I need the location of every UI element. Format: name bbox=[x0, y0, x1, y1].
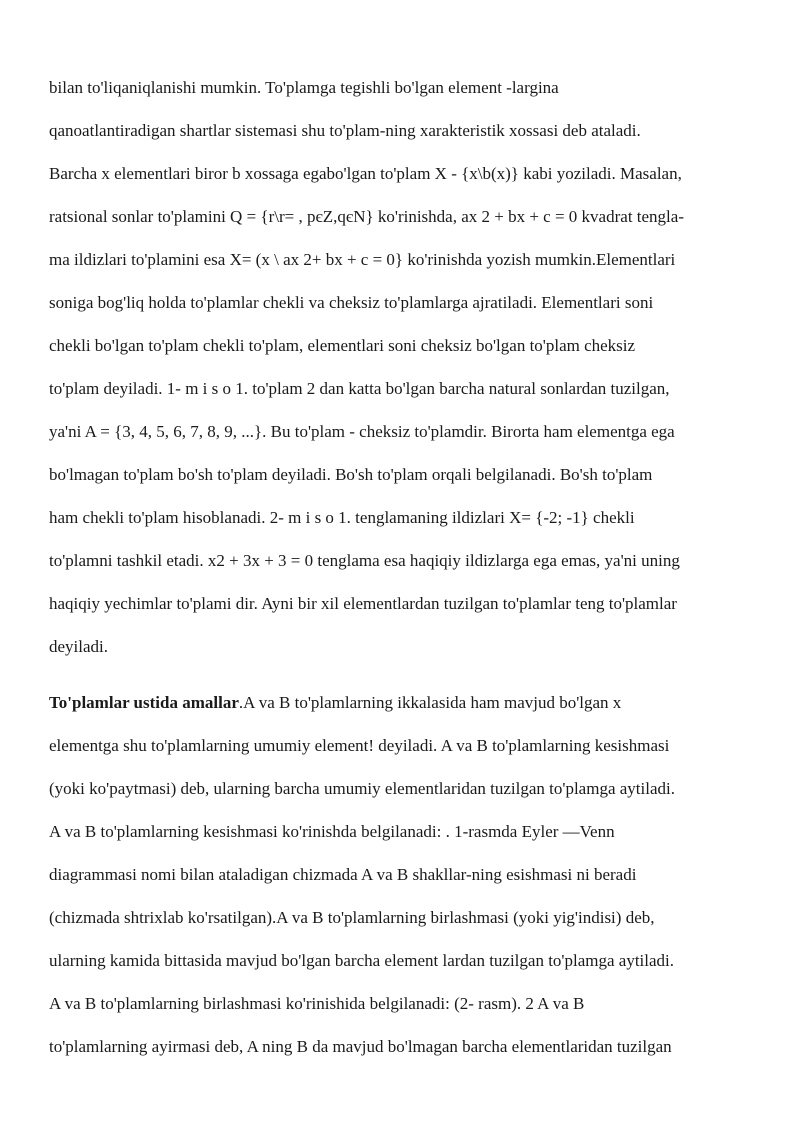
text-line: Barcha x elementlari biror b xossaga egabo'lgan to'plam X - {x\b(x)} kabi yoziladi. Masalan, bbox=[49, 164, 682, 183]
text-line: deyiladi. bbox=[49, 637, 109, 656]
text-line bbox=[49, 693, 621, 713]
text-line: (yoki ko'paytmasi) deb, ularning barcha umumiy elementlaridan tuzilgan to'plamga aytiladi. bbox=[49, 779, 675, 798]
text-line: diagrammasi nomi bilan ataladigan chizmada A va B shakllar-ning esishmasi ni beradi bbox=[49, 865, 637, 884]
text-line: A va B to'plamlarning kesishmasi ko'rinishda belgilanadi: . 1-rasmda Eyler —Venn bbox=[49, 822, 615, 841]
text-line: qanoatlantiradigan shartlar sistemasi shu to'plam-ning xarakteristik xossasi deb ataladi. bbox=[49, 121, 641, 140]
text-line: soniga bog'liq holda to'plamlar chekli va cheksiz to'plamlarga ajratiladi. Elementlari soni bbox=[49, 293, 654, 312]
text-line: to'plamni tashkil etadi. x2 + 3x + 3 = 0 tenglama esa haqiqiy ildizlarga ega emas, ya'ni uning bbox=[49, 551, 680, 570]
heading-line-rest: .A va B to'plamlarning ikkalasida ham mavjud bo'lgan x bbox=[238, 693, 622, 712]
text-line: to'plamlarning ayirmasi deb, A ning B da mavjud bo'lmagan barcha elementlaridan tuzilgan bbox=[49, 1037, 672, 1056]
text-line: to'plam deyiladi. 1- m i s o 1. to'plam 2 dan katta bo'lgan barcha natural sonlardan tuzilgan, bbox=[49, 379, 670, 398]
text-line: (chizmada shtrixlab ko'rsatilgan).A va B to'plamlarning birlashmasi (yoki yig'indisi) deb, bbox=[49, 908, 655, 927]
text-line: chekli bo'lgan to'plam chekli to'plam, elementlari soni cheksiz bo'lgan to'plam cheksiz bbox=[49, 336, 636, 355]
text-line: elementga shu to'plamlarning umumiy element! deyiladi. A va B to'plamlarning kesishmasi bbox=[49, 736, 670, 755]
text-line: bilan to'liqaniqlanishi mumkin. To'plamga tegishli bo'lgan element -largina bbox=[49, 78, 559, 97]
section-heading: To'plamlar ustida amallar bbox=[49, 693, 239, 712]
text-line: ham chekli to'plam hisoblanadi. 2- m i s o 1. tenglamaning ildizlari X= {-2; -1} chekli bbox=[49, 508, 635, 527]
text-line: ularning kamida bittasida mavjud bo'lgan barcha element lardan tuzilgan to'plamga aytiladi. bbox=[49, 951, 675, 970]
text-line: ma ildizlari to'plamini esa X= (x \ ax 2+ bx + c = 0} ko'rinishda yozish mumkin.Elementlari bbox=[49, 250, 676, 269]
text-line: ratsional sonlar to'plamini Q = {r\r= , pєZ,qєN} ko'rinishda, ax 2 + bx + c = 0 kvadrat tengla- bbox=[49, 207, 684, 226]
text-line: A va B to'plamlarning birlashmasi ko'rinishida belgilanadi: (2- rasm). 2 A va B bbox=[49, 994, 585, 1013]
text-line: ya'ni A = {3, 4, 5, 6, 7, 8, 9, ...}. Bu to'plam - cheksiz to'plamdir. Birorta ham elementga ega bbox=[49, 422, 675, 441]
text-line: haqiqiy yechimlar to'plami dir. Ayni bir xil elementlardan tuzilgan to'plamlar teng to'plamlar bbox=[49, 594, 677, 613]
text-line: bo'lmagan to'plam bo'sh to'plam deyiladi. Bo'sh to'plam orqali belgilanadi. Bo'sh to'plam bbox=[49, 465, 653, 484]
